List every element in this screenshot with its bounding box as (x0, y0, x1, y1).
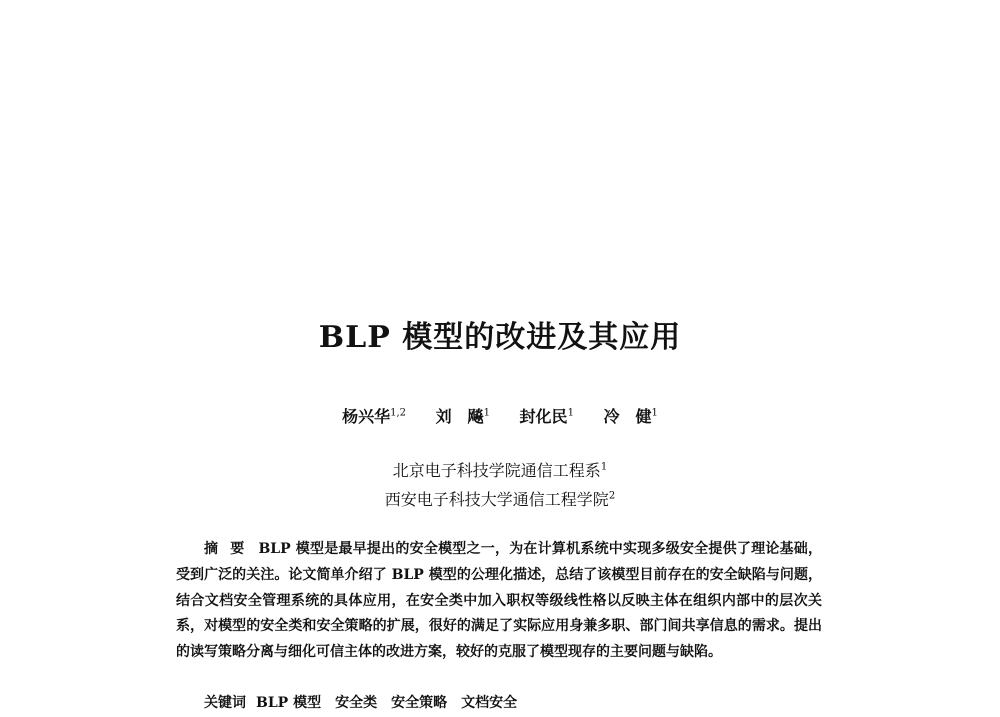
author-affiliation-mark: 1 (651, 407, 658, 419)
affiliation (0, 458, 1000, 481)
keywords-text: BLP 模型 安全类 安全策略 文档安全 (256, 695, 518, 711)
abstract (176, 537, 822, 666)
author-affiliation-mark: 1 (567, 407, 574, 419)
author-name: 杨兴华 (342, 407, 391, 426)
author-list (0, 404, 1000, 427)
abstract-label: 摘要 (204, 541, 257, 557)
abstract-text: BLP 模型是最早提出的安全模型之一，为在计算机系统中实现多级安全提供了理论基础，受到广泛的关注。论文简单介绍了 BLP 模型的公理化描述，总结了该模型目前存在的安全缺陷与问题，结合文档安全管理系统的具体应用，在安全类中加入职权等级线性格以反映主体在组织内部中的层次关系，对模型的安全类和安全策略的扩展，很好的满足了实际应用身兼多职、部门间共享信息的需求。提出的读写策略分离与细化可信主体的改进方案，较好的克服了模型现存的主要问题与缺陷。 (176, 541, 823, 661)
author-name: 封化民 (519, 407, 568, 426)
affiliation (0, 487, 1000, 510)
affiliation-mark: 2 (608, 490, 616, 502)
author (342, 404, 406, 427)
author-affiliation-mark: 1,2 (390, 407, 406, 419)
author-affiliation-mark: 1 (483, 407, 490, 419)
keywords (176, 691, 822, 717)
author (436, 404, 490, 427)
affiliation-mark: 1 (600, 461, 608, 473)
paper-title: BLP 模型的改进及其应用 (318, 320, 682, 355)
affiliation-name: 西安电子科技大学通信工程学院 (384, 490, 609, 509)
keywords-label: 关键词 (204, 695, 246, 711)
affiliation-name: 北京电子科技学院通信工程系 (392, 461, 601, 480)
author-name: 冷 健 (603, 407, 652, 426)
author-name: 刘 飚 (435, 407, 484, 426)
author (520, 404, 574, 427)
author (604, 404, 658, 427)
